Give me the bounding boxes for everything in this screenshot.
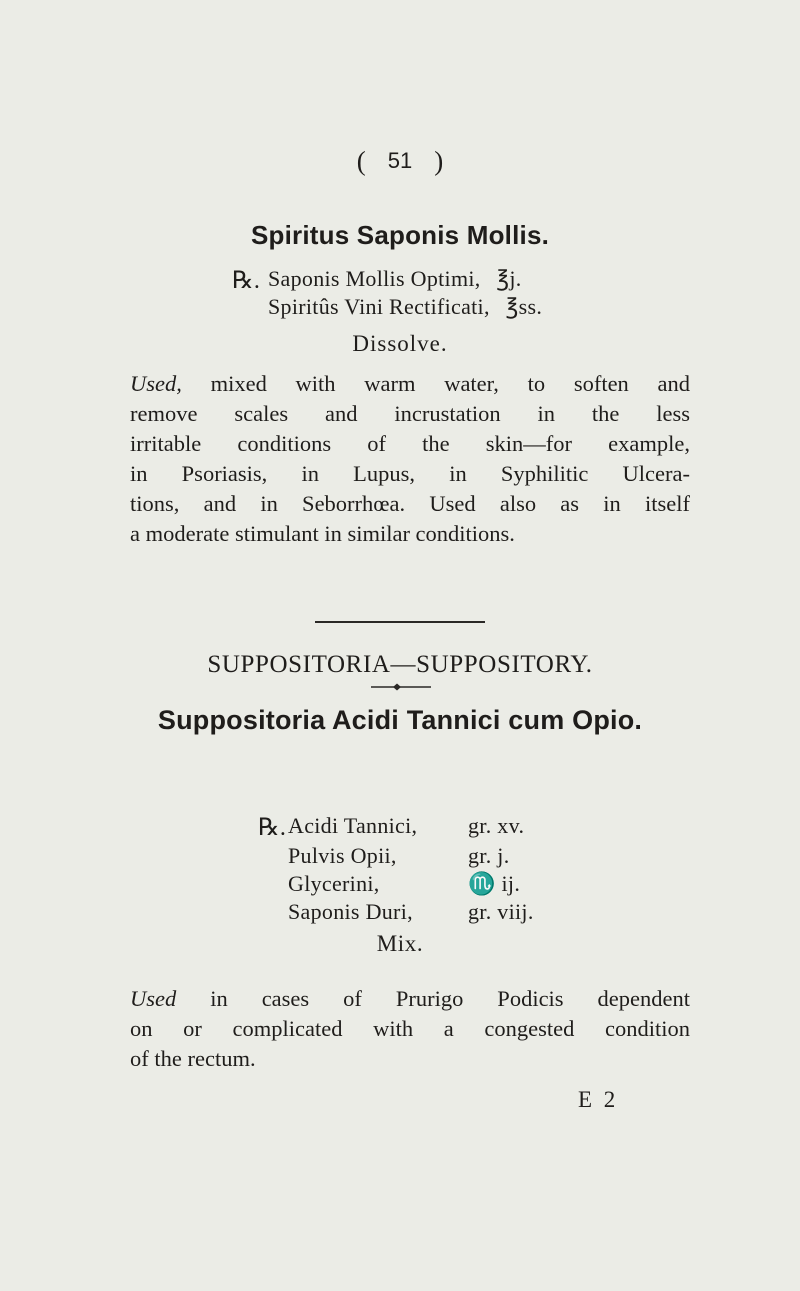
section2-rx [258, 813, 286, 842]
section1-usage [130, 369, 690, 549]
section2-ingredient-name: Saponis Duri, [288, 899, 413, 924]
section-divider [315, 621, 485, 623]
ingredient-name: Spiritûs Vini Rectificati, [268, 294, 490, 319]
section-heading: SUPPOSITORIA—SUPPOSITORY. [207, 651, 593, 678]
usage-text: in cases of Prurigo Podicis dependent [210, 986, 690, 1011]
section2-usage [130, 984, 690, 1074]
section1-instruction: Dissolve. [352, 331, 448, 356]
usage-line: tions, and in Seborrhœa. Used also as in itself [130, 491, 690, 516]
section1-title: Spiritus Saponis Mollis. [250, 220, 550, 250]
section1-rx [232, 266, 260, 295]
section2-ingredient-quantity: gr. j. [468, 843, 510, 868]
rx-symbol: ℞. [232, 268, 261, 294]
signature-mark: E 2 [578, 1087, 619, 1112]
usage-line: in Psoriasis, in Lupus, in Syphilitic Ulcera- [130, 461, 690, 486]
section2-ingredient-name: Pulvis Opii, [288, 843, 397, 868]
section1-ingredient-2 [268, 294, 542, 320]
usage-line: a moderate stimulant in similar conditions. [130, 521, 515, 546]
usage-line: on or complicated with a congested condition [130, 1016, 690, 1041]
paren-open: ( [356, 146, 366, 176]
section1-ingredient-1 [268, 266, 522, 292]
section2-ingredient-quantity: gr. viij. [468, 899, 534, 924]
ingredient-quantity: ℥ss. [505, 294, 543, 319]
usage-line [130, 984, 690, 1014]
section2-ingredient-name: Glycerini, [288, 871, 380, 896]
paren-close: ) [434, 146, 444, 176]
usage-label: Used [130, 986, 177, 1011]
usage-line: remove scales and incrustation in the less [130, 401, 690, 426]
ingredient-name: Saponis Mollis Optimi, [268, 266, 481, 291]
usage-text: mixed with warm water, to soften and [210, 371, 690, 396]
rx-symbol: ℞. [258, 815, 287, 841]
section2-title: Suppositoria Acidi Tannici cum Opio. [157, 705, 643, 735]
section2-instruction: Mix. [376, 931, 424, 956]
section2-ingredient-quantity: ♏ ij. [468, 871, 521, 896]
ingredient-quantity: ℥j. [496, 266, 522, 291]
usage-line: of the rectum. [130, 1046, 256, 1071]
page-number [0, 146, 800, 177]
usage-line [130, 369, 690, 399]
usage-label: Used, [130, 371, 182, 396]
section2-ingredient-quantity: gr. xv. [468, 813, 525, 838]
section2-ingredient-name: Acidi Tannici, [288, 813, 418, 838]
usage-line: irritable conditions of the skin—for example, [130, 431, 690, 456]
page-number-value: 51 [387, 148, 413, 173]
ornament-divider-icon [371, 683, 431, 691]
